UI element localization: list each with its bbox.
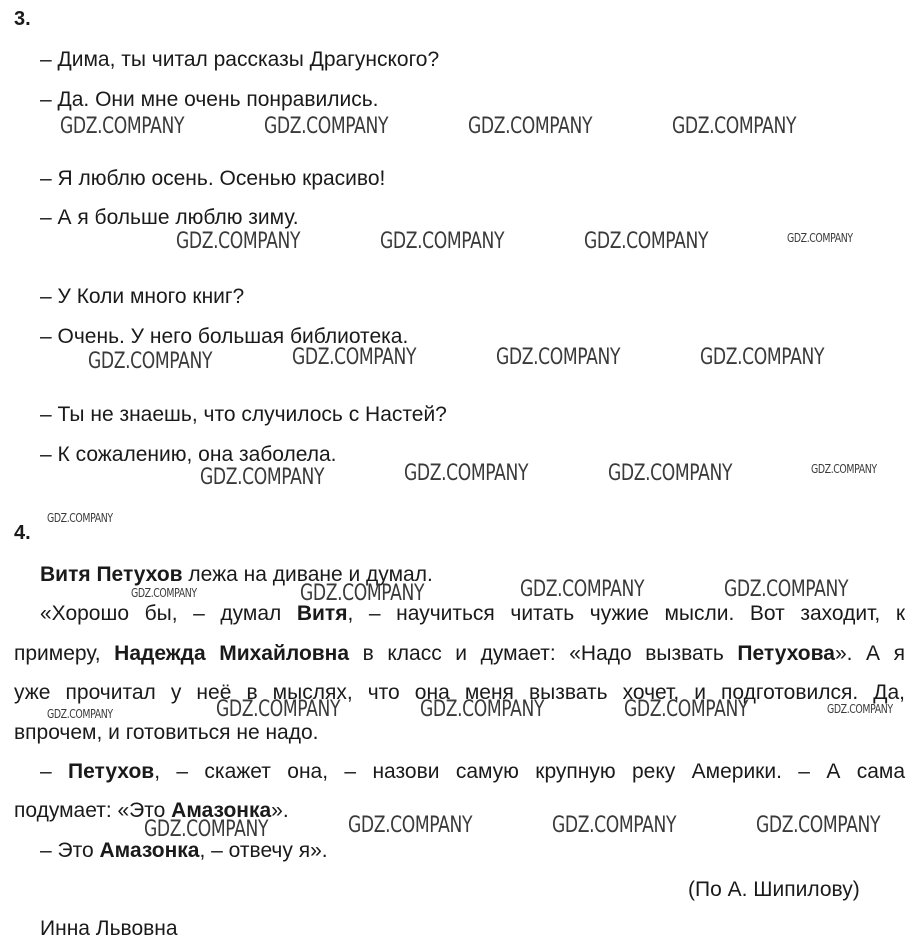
story-line: – Петухов, – скажет она, – назови самую крупную реку Америки. – А сама <box>40 760 905 783</box>
watermark-text: GDZ.COMPANY <box>624 697 749 722</box>
watermark-text: GDZ.COMPANY <box>404 461 529 486</box>
task-3-line: – К сожалению, она заболела. <box>40 443 337 466</box>
watermark-text: GDZ.COMPANY <box>584 229 709 254</box>
watermark-text: GDZ.COMPANY <box>216 697 341 722</box>
watermark-text: GDZ.COMPANY <box>131 586 197 600</box>
task-3-line: – У Коли много книг? <box>40 285 245 308</box>
watermark-text: GDZ.COMPANY <box>47 511 113 525</box>
story-line: – Это Амазонка, – отвечу я». <box>40 839 328 862</box>
task-3-line: – Очень. У него большая библиотека. <box>40 325 409 348</box>
task-3-line: – Да. Они мне очень понравились. <box>40 88 379 111</box>
author-name: Инна Львовна <box>40 917 178 940</box>
story-paragraph-1: Витя Петухов лежа на диване и думал. <box>40 563 433 586</box>
watermark-text: GDZ.COMPANY <box>811 462 877 476</box>
watermark-text: GDZ.COMPANY <box>520 577 645 602</box>
watermark-text: GDZ.COMPANY <box>264 114 389 139</box>
story-line: примеру, Надежда Михайловна в класс и думает: «Надо вызвать Петухова». А я <box>14 642 905 665</box>
task-3-number: 3. <box>14 8 31 30</box>
story-line: уже прочитал у неё в мыслях, что она меня вызвать хочет, и подготовился. Да, <box>14 681 905 704</box>
task-3-line: – Я люблю осень. Осенью красиво! <box>40 167 386 190</box>
watermark-text: GDZ.COMPANY <box>348 813 473 838</box>
watermark-text: GDZ.COMPANY <box>496 345 621 370</box>
task-4-number: 4. <box>14 522 31 544</box>
task-3-line: – Ты не знаешь, что случилось с Настей? <box>40 403 447 426</box>
story-line: «Хорошо бы, – думал Витя, – научиться читать чужие мысли. Вот заходит, к <box>40 602 906 625</box>
watermark-text: GDZ.COMPANY <box>200 465 325 490</box>
story-name-bold: Витя Петухов <box>40 563 183 586</box>
watermark-text: GDZ.COMPANY <box>608 461 733 486</box>
watermark-text: GDZ.COMPANY <box>700 345 825 370</box>
watermark-text: GDZ.COMPANY <box>787 231 853 245</box>
watermark-text: GDZ.COMPANY <box>60 114 185 139</box>
story-line: подумает: «Это Амазонка». <box>14 799 289 822</box>
watermark-text: GDZ.COMPANY <box>827 702 893 716</box>
watermark-text: GDZ.COMPANY <box>300 581 425 606</box>
watermark-text: GDZ.COMPANY <box>144 817 269 842</box>
task-3-line: – Дима, ты читал рассказы Драгунского? <box>40 48 440 71</box>
watermark-text: GDZ.COMPANY <box>176 229 301 254</box>
watermark-text: GDZ.COMPANY <box>724 577 849 602</box>
watermark-text: GDZ.COMPANY <box>468 114 593 139</box>
source-attribution: (По А. Шипилову) <box>688 878 860 901</box>
watermark-text: GDZ.COMPANY <box>420 697 545 722</box>
watermark-text: GDZ.COMPANY <box>47 707 113 721</box>
watermark-text: GDZ.COMPANY <box>756 813 881 838</box>
watermark-text: GDZ.COMPANY <box>292 345 417 370</box>
watermark-text: GDZ.COMPANY <box>552 813 677 838</box>
task-3-line: – А я больше люблю зиму. <box>40 206 299 229</box>
story-line: впрочем, и готовиться не надо. <box>14 721 319 744</box>
watermark-text: GDZ.COMPANY <box>88 349 213 374</box>
watermark-text: GDZ.COMPANY <box>672 114 797 139</box>
watermark-text: GDZ.COMPANY <box>380 229 505 254</box>
